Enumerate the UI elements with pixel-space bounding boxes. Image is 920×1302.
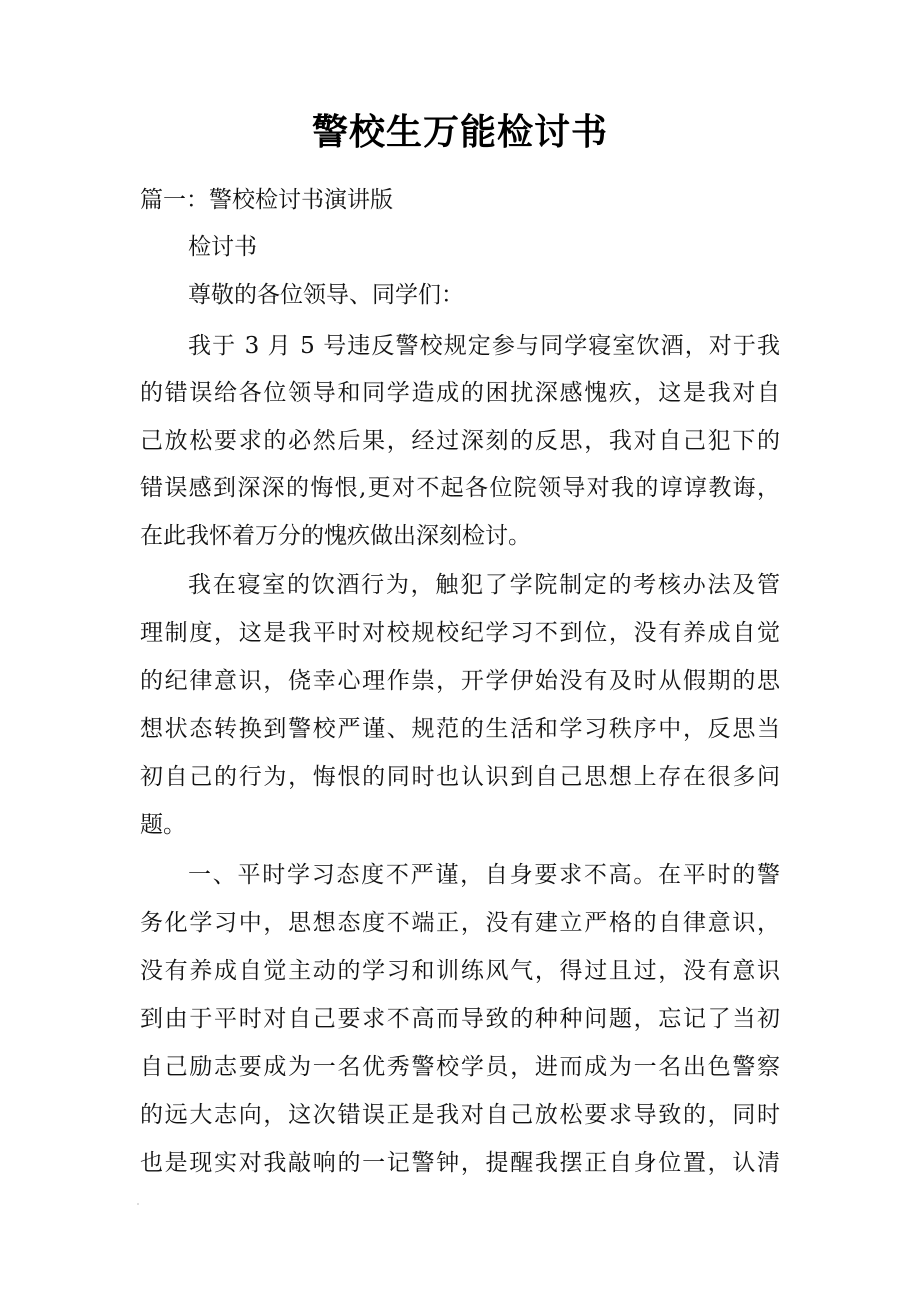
paragraph-line: 的远大志向，这次错误正是我对自己放松要求导致的，同时 — [140, 1102, 780, 1128]
doc-label: 检讨书 — [188, 234, 257, 260]
paragraph-line: 没有养成自觉主动的学习和训练风气，得过且过，没有意识 — [140, 958, 780, 984]
paragraph-line: 也是现实对我敲响的一记警钟，提醒我摆正自身位置，认清 — [140, 1150, 780, 1176]
paragraph-line: 自己励志要成为一名优秀警校学员，进而成为一名出色警察 — [140, 1054, 780, 1080]
paragraph-line: 到由于平时对自己要求不高而导致的种种问题，忘记了当初 — [140, 1006, 780, 1032]
paragraph-line: 务化学习中，思想态度不端正，没有建立严格的自律意识， — [140, 910, 780, 936]
paragraph-line: 的错误给各位领导和同学造成的困扰深感愧疚，这是我对自 — [140, 380, 780, 406]
paragraph-line: 的纪律意识，侥幸心理作祟，开学伊始没有及时从假期的思 — [140, 668, 780, 694]
paragraph-line: 己放松要求的必然后果，经过深刻的反思，我对自己犯下的 — [140, 428, 780, 454]
paragraph-line: 想状态转换到警校严谨、规范的生活和学习秩序中，反思当 — [140, 716, 780, 742]
paragraph-line: 初自己的行为，悔恨的同时也认识到自己思想上存在很多问 — [140, 764, 780, 790]
scan-speck — [137, 1203, 139, 1205]
paragraph-line: 一、平时学习态度不严谨，自身要求不高。在平时的警 — [188, 862, 780, 888]
paragraph-line: 在此我怀着万分的愧疚做出深刻检讨。 — [140, 523, 531, 549]
paragraph-line: 题。 — [140, 812, 186, 838]
paragraph-line: 错误感到深深的悔恨,更对不起各位院领导对我的谆谆教诲， — [140, 475, 780, 501]
paragraph-line: 我在寝室的饮酒行为，触犯了学院制定的考核办法及管 — [188, 572, 780, 598]
document-title: 警校生万能检讨书 — [311, 112, 608, 153]
salutation: 尊敬的各位领导、同学们： — [188, 282, 464, 308]
paragraph-line: 我于 3 月 5 号违反警校规定参与同学寝室饮酒，对于我 — [188, 333, 780, 359]
section-heading: 篇一：警校检讨书演讲版 — [140, 187, 393, 213]
paragraph-line: 理制度，这是我平时对校规校纪学习不到位，没有养成自觉 — [140, 620, 780, 646]
